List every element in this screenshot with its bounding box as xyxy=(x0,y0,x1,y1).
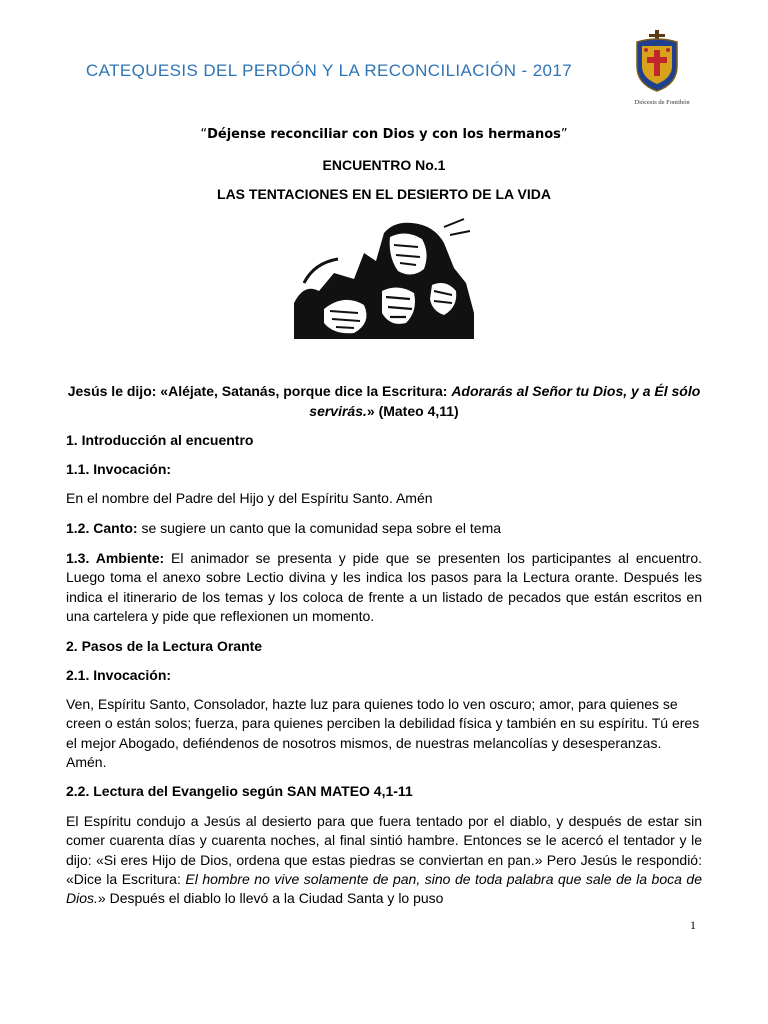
quote-close: ” xyxy=(560,127,568,142)
section-2-2-text-b: » Después el diablo lo llevó a la Ciudad Santa y lo puso xyxy=(97,890,444,907)
section-2-2-text xyxy=(66,812,702,908)
jesus-children-illustration xyxy=(294,213,474,339)
section-1-3-text: El animador se presenta y pide que se presenten los participantes al encuentro. Luego toma el anexo sobre Lectio divina y les indica los pasos para la Lectura orante. Después les indica el itinerario de los temas y los coloca de frente a un listado de pecados que están escritos en una cartelera y pide que reflexionen un momento. xyxy=(66,550,703,624)
verse-tail: » (Mateo 4,11) xyxy=(366,403,459,419)
section-2-2-heading: 2.2. Lectura del Evangelio según SAN MATEO 4,1-11 xyxy=(66,783,413,799)
section-1-1-text: En el nombre del Padre del Hijo y del Espíritu Santo. Amén xyxy=(66,490,433,506)
section-2-1-text: Ven, Espíritu Santo, Consolador, hazte luz para quienes todo lo ven oscuro; amor, para quienes se creen o están solos; fuerza, para quienes perciben la debilidad física y también en su espíritu. Tú eres el mejor Abogado, defiéndenos de nosotros mismos, de nuestras melancolías y desesperanzas. Amén. xyxy=(66,696,700,770)
verse-italic: Adorarás al Señor tu Dios, y a Él sólo servirás. xyxy=(309,383,701,419)
motto-quote xyxy=(0,127,768,142)
scripture-verse xyxy=(66,381,702,421)
quote-text: Déjense reconciliar con Dios y con los hermanos xyxy=(207,127,561,142)
section-1-2-text: se sugiere un canto que la comunidad sepa sobre el tema xyxy=(137,520,502,536)
section-2-2-text-a: El Espíritu condujo a Jesús al desierto para que fuera tentado por el diablo, y después de estar sin comer cuarenta días y cuarenta noches, al final sintió hambre. Entonces se le acercó el tentador y le dijo: «Si eres Hijo de Dios, ordena que estas piedras se conviertan en pan.» Pero Jesús le respondió: «Dice la Escritura: xyxy=(66,813,702,887)
section-2-2-italic: El hombre no vive solamente de pan, sino de toda palabra que sale de la boca de Dios. xyxy=(66,870,702,907)
section-1-2-label: 1.2. Canto: xyxy=(66,520,138,536)
encounter-number: ENCUENTRO No.1 xyxy=(322,157,446,173)
section-2-1-heading: 2.1. Invocación: xyxy=(66,667,172,683)
verse-lead: Jesús le dijo: «Aléjate, Satanás, porque dice la Escritura: xyxy=(67,383,452,399)
section-1-3 xyxy=(66,549,702,626)
page-number: 1 xyxy=(690,918,696,932)
section-1-3-label: 1.3. Ambiente: xyxy=(66,550,165,566)
section-1-heading: 1. Introducción al encuentro xyxy=(66,432,254,448)
section-1-1-heading: 1.1. Invocación: xyxy=(66,461,172,477)
quote-open: “ xyxy=(200,127,208,142)
diocese-coat-of-arms xyxy=(632,30,682,92)
document-title: CATEQUESIS DEL PERDÓN Y LA RECONCILIACIÓN - 2017 xyxy=(85,61,573,80)
seal-caption: Diócesis de Fontibón xyxy=(634,99,690,106)
section-2-heading: 2. Pasos de la Lectura Orante xyxy=(66,638,263,654)
encounter-title: LAS TENTACIONES EN EL DESIERTO DE LA VIDA xyxy=(217,186,551,202)
section-1-2 xyxy=(66,519,702,538)
